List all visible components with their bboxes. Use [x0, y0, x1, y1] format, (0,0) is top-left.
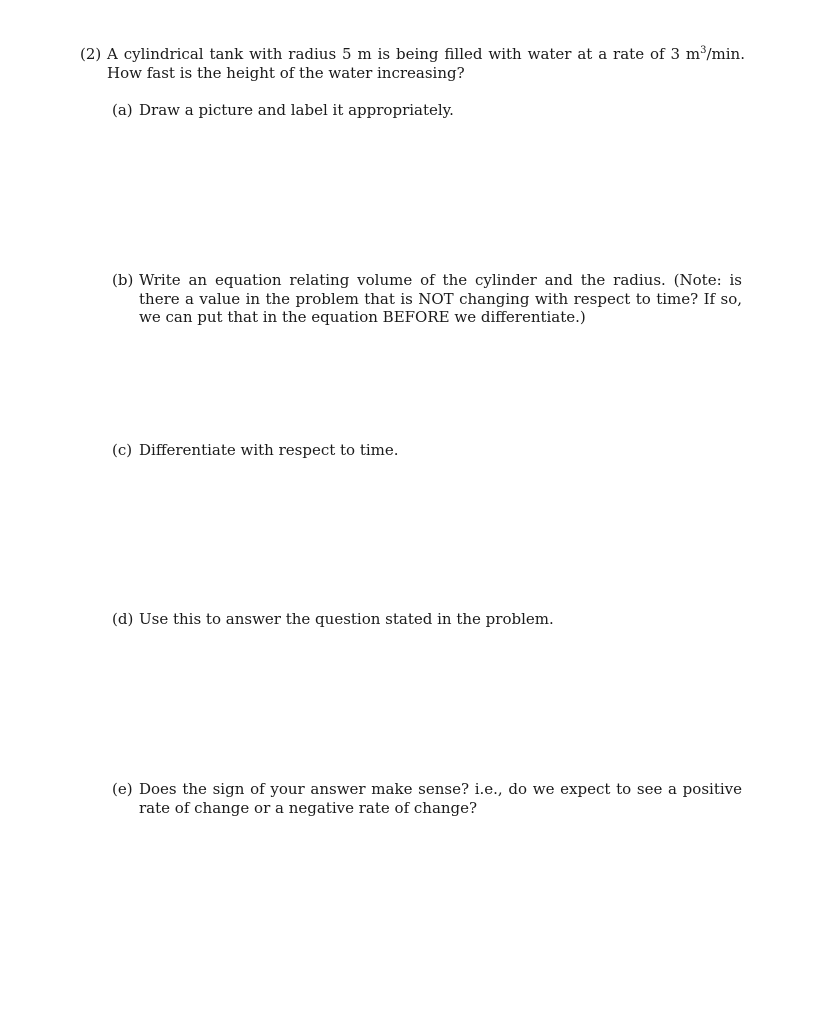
problem-statement — [107, 45, 745, 82]
part-a — [112, 101, 742, 120]
cubic-exponent: 3 — [700, 45, 707, 56]
part-c — [112, 441, 742, 460]
part-e — [112, 780, 742, 817]
part-label: (e) — [112, 780, 133, 798]
part-text: Write an equation relating volume of the cylinder and the radius. (Note: is there a value in the problem that is NOT changing with respect to time? If so, we can put that in the equation BEFORE we differentiate.) — [139, 271, 742, 326]
part-label: (d) — [112, 610, 134, 628]
part-text: Differentiate with respect to time. — [139, 441, 399, 459]
part-b — [112, 271, 742, 327]
problem-number: (2) — [80, 45, 102, 63]
part-text: Use this to answer the question stated in the problem. — [139, 610, 554, 628]
part-text: Draw a picture and label it appropriately. — [139, 101, 454, 119]
part-label: (a) — [112, 101, 133, 119]
part-label: (c) — [112, 441, 133, 459]
part-d — [112, 610, 742, 629]
problem-statement-text-end: /min. How fast is the height of the water increasing? — [107, 45, 745, 82]
problem-statement-text: A cylindrical tank with radius 5 m is being filled with water at a rate of 3 m — [107, 45, 701, 63]
part-text: Does the sign of your answer make sense? i.e., do we expect to see a positive rate of change or a negative rate of change? — [139, 780, 742, 817]
problem-2 — [80, 45, 745, 82]
part-label: (b) — [112, 271, 134, 289]
